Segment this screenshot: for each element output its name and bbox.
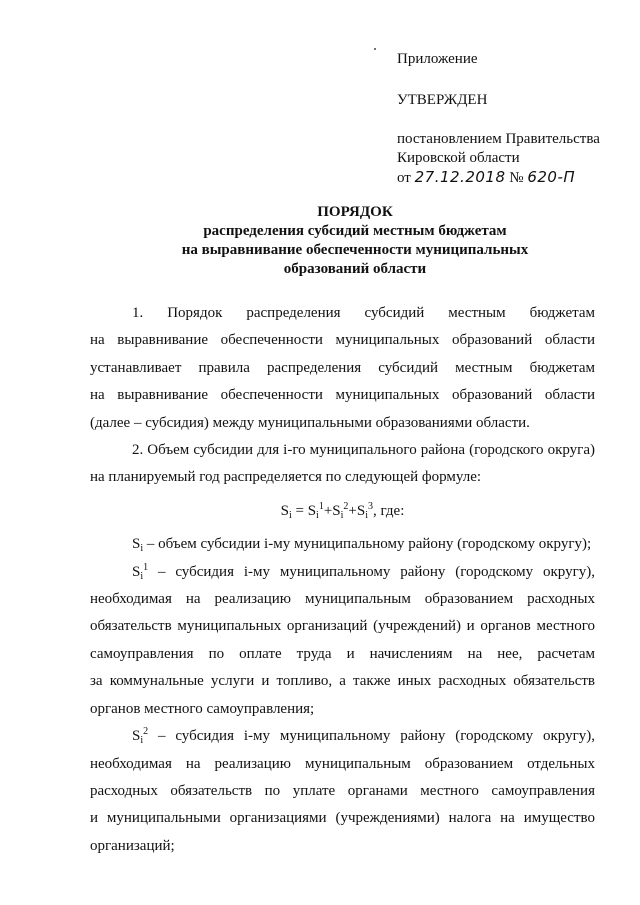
def-si1-line: за коммунальные услуги и топливо, а также иных расходных обязательств [90,673,595,690]
formula-s: S [332,502,341,519]
resolution-line-1: постановлением Правительства [397,131,600,147]
formula-sup: 3 [368,500,374,512]
def-si-text: – объем субсидии i-му муниципальному району (городскому округу); [143,536,592,553]
resolution-line-2: Кировской области [397,150,520,166]
def-si2-text: – субсидия i-му муниципальному району (городскому округу), [148,728,595,745]
def-si2-line: и муниципальными организациями (учреждениями) налога на имущество [90,810,595,827]
scan-speck [374,48,376,50]
formula-s: S [356,502,366,519]
handwritten-date: 27.12.2018 [414,168,506,186]
formula-s: S [280,502,289,519]
title-heading: ПОРЯДОК [317,204,393,220]
def-si1-text: – субсидия i-му муниципальному району (городскому округу), [148,563,595,580]
p1-line: устанавливает правила распределения субсидий местным бюджетам [90,359,595,376]
formula-sub: i [288,509,292,521]
def-si1-line: органов местного самоуправления; [90,700,315,717]
def-si2-line: расходных обязательств по уплате органами местного самоуправления [90,782,595,799]
var-sub: i [140,570,144,582]
var-s: S [132,536,141,553]
approved-label: УТВЕРЖДЕН [397,92,488,108]
formula-sub: i [340,509,344,521]
handwritten-number: 620-П [527,168,576,186]
p2-line: на планируемый год распределяется по следующей формуле: [90,469,482,486]
formula-sub: i [365,509,369,521]
def-si2-line: необходимая на реализацию муниципальным образованием отдельных [90,755,595,772]
def-si2-first [90,723,595,750]
def-si1-line: самоуправления по оплате труда и начислениям на нее, расчетам [90,645,595,662]
var-s: S [132,563,141,580]
var-s: S [132,728,141,745]
formula-sup: 2 [343,500,349,512]
formula-s: S [307,502,317,519]
var-sub: i [140,735,144,747]
formula-plus: + [323,502,333,519]
title-line-3: образований области [283,261,427,277]
p2-line: 2. Объем субсидии для i-го муниципального района (городского округа) [132,442,595,459]
formula-sub: i [316,509,319,521]
def-si1-first [90,559,595,586]
document-title [90,203,620,279]
p1-line: на выравнивание обеспеченности муниципальных образований области [90,332,595,349]
formula-plus: + [348,502,357,519]
def-si2-line: организаций; [90,837,175,854]
var-sup: 1 [143,561,149,573]
number-sign: № [509,170,524,186]
var-sub: i [140,543,144,555]
title-line-1: распределения субсидий местным бюджетам [203,223,507,239]
document-body [90,300,595,860]
approval-block [397,50,617,188]
p1-line: 1. Порядок распределения субсидий местным бюджетам [132,305,595,321]
def-si1-line: необходимая на реализацию муниципальным образованием расходных [90,591,595,608]
appendix-label: Приложение [397,51,478,67]
date-prefix: от [397,170,411,186]
def-si [90,531,595,558]
formula-sup: 1 [318,500,324,512]
date-number-line [397,168,617,188]
formula-eq: = [291,502,308,519]
p1-line: (далее – субсидия) между муниципальными образованиями области. [90,414,530,431]
var-sup: 2 [143,726,149,738]
p1-line: на выравнивание обеспеченности муниципальных образований области [90,387,595,404]
formula-tail: , где: [373,502,405,519]
formula [90,498,595,525]
title-line-2: на выравнивание обеспеченности муниципальных [181,242,529,258]
def-si1-line: обязательств муниципальных организаций (учреждений) и органов местного [90,618,595,635]
